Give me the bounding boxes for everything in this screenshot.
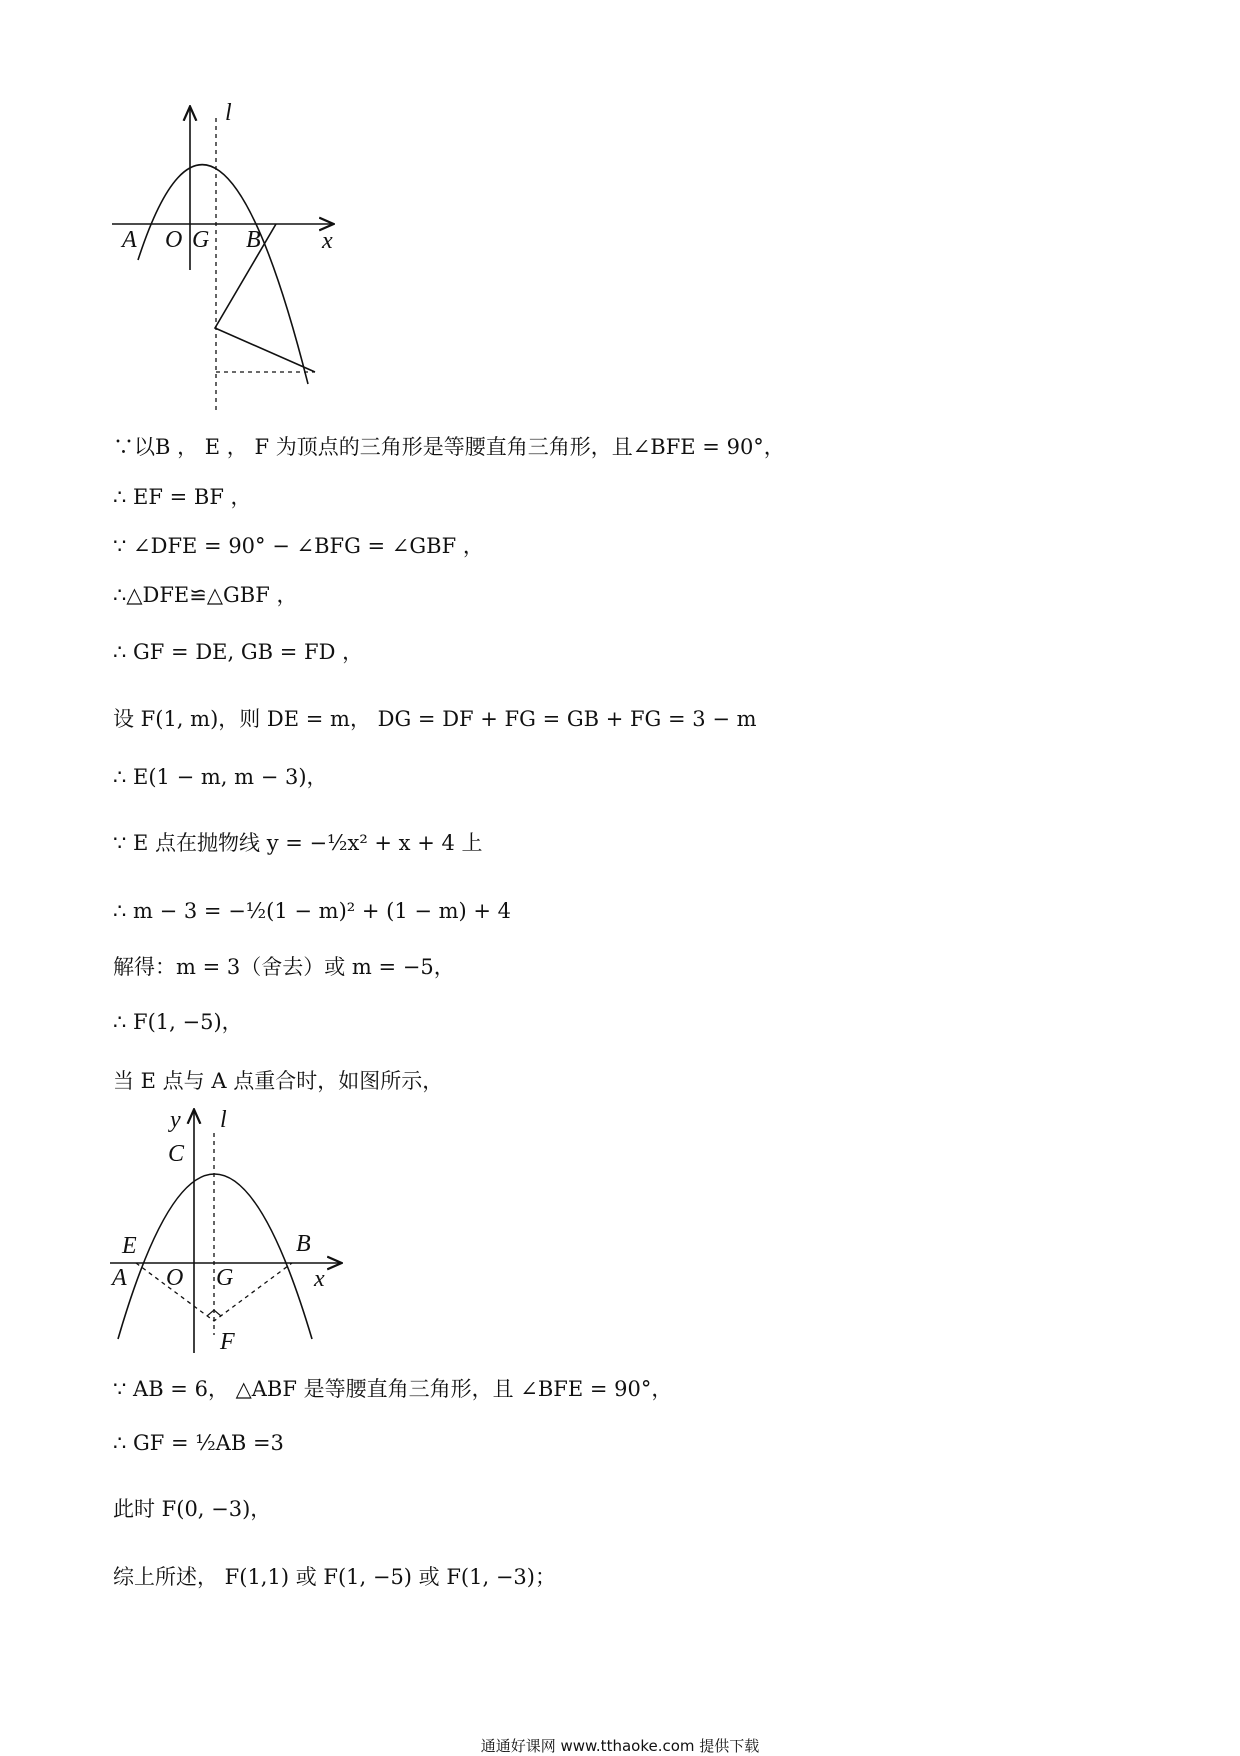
label-A: A [122, 227, 137, 253]
text-line-13: ∵ AB = 6， △ABF 是等腰直角三角形，且 ∠BFE = 90°， [113, 1377, 673, 1401]
text-line-5: ∴ GF = DE, GB = FD ， [113, 640, 364, 664]
figure-2 [108, 1103, 348, 1363]
label-x: x [322, 228, 333, 254]
text-line-9: ∴ m − 3 = −½(1 − m)² + (1 − m) + 4 [113, 899, 512, 923]
text-line-16: 综上所述， F(1,1) 或 F(1, −5) 或 F(1, −3)； [113, 1565, 556, 1589]
text-line-1: ∵以B ， E ， F 为顶点的三角形是等腰直角三角形，且∠BFE = 90°， [113, 435, 785, 459]
label-E: E [122, 1233, 137, 1259]
parabola [118, 1174, 312, 1339]
label-y: y [170, 1107, 181, 1133]
label-O: O [165, 227, 183, 253]
text-line-3: ∵ ∠DFE = 90° − ∠BFG = ∠GBF ， [113, 534, 484, 558]
label-A: A [112, 1265, 127, 1291]
text-line-14: ∴ GF = ½AB =3 [113, 1431, 284, 1455]
label-F: F [220, 1329, 235, 1355]
text-line-10: 解得：m = 3（舍去）或 m = −5， [113, 955, 455, 979]
text-line-2: ∴ EF = BF ， [113, 485, 252, 509]
label-G: G [216, 1265, 234, 1291]
label-O: O [166, 1265, 184, 1291]
text-line-4: ∴△DFE≌△GBF ， [113, 583, 298, 607]
text-line-12: 当 E 点与 A 点重合时，如图所示， [113, 1069, 444, 1093]
figure-1 [100, 100, 360, 410]
text-line-15: 此时 F(0, −3)， [113, 1497, 272, 1521]
label-B: B [246, 227, 261, 253]
label-x: x [314, 1266, 325, 1292]
label-C: C [168, 1141, 185, 1167]
page-footer: 通通好课网 www.tthaoke.com 提供下载 [480, 1737, 760, 1755]
label-G: G [192, 227, 210, 253]
parabola [138, 165, 308, 384]
text-line-7: ∴ E(1 − m, m − 3)， [113, 765, 328, 789]
text-line-11: ∴ F(1, −5)， [113, 1010, 243, 1034]
label-l: l [220, 1107, 227, 1133]
text-line-6: 设 F(1, m)，则 DE = m， DG = DF + FG = GB + FG = 3 − m [113, 707, 757, 731]
label-B: B [296, 1231, 311, 1257]
label-l: l [225, 100, 232, 126]
figure-1-svg [100, 100, 360, 410]
figure-2-svg [108, 1103, 348, 1363]
text-line-8: ∵ E 点在抛物线 y = −½x² + x + 4 上 [113, 831, 483, 855]
